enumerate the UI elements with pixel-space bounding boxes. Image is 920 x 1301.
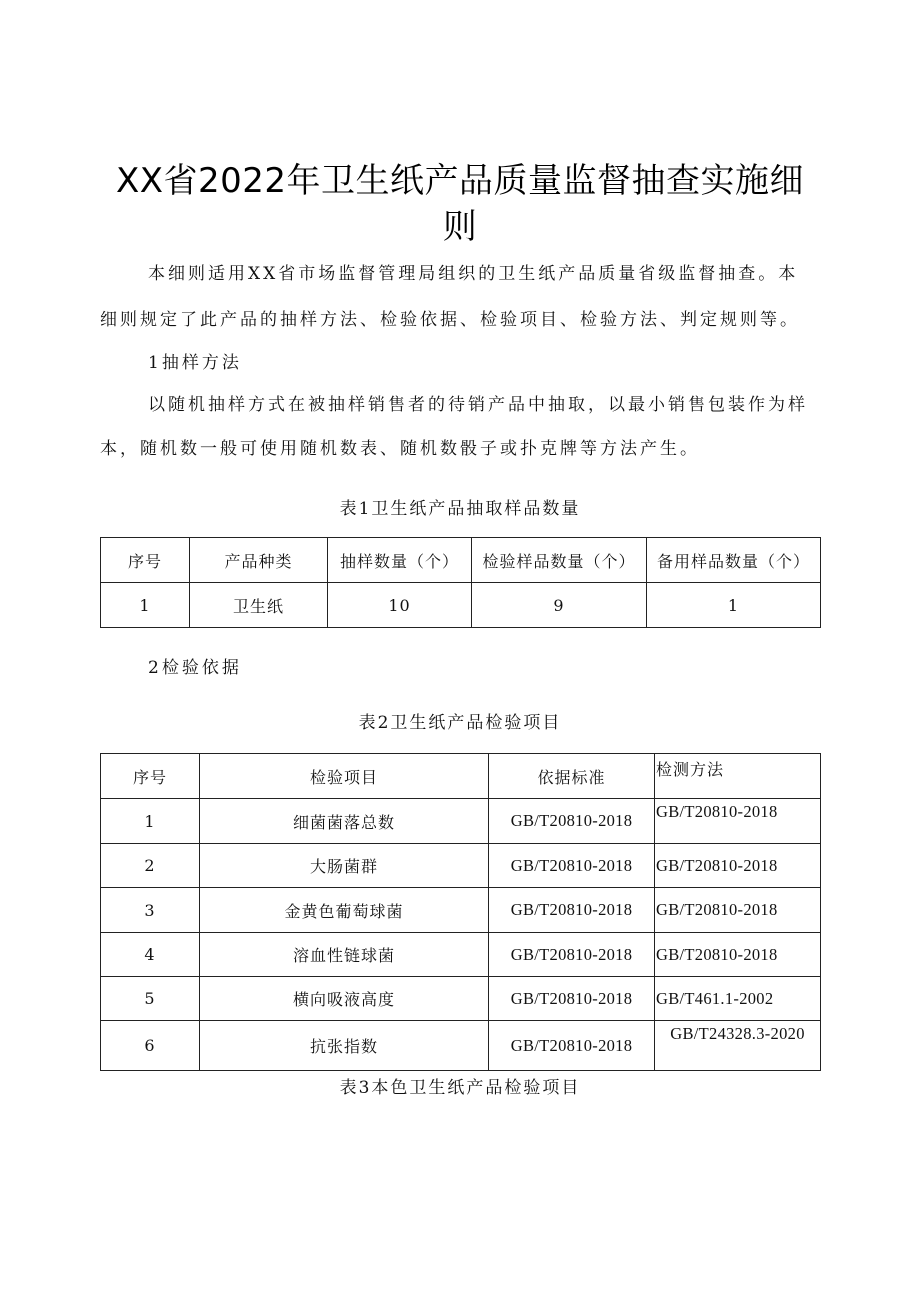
table-cell: 溶血性链球菌 — [200, 933, 489, 977]
table-cell: 横向吸液高度 — [200, 977, 489, 1021]
table-cell: GB/T20810-2018 — [489, 977, 655, 1021]
column-header: 检验项目 — [200, 754, 489, 799]
table-cell: 3 — [101, 888, 200, 933]
table-cell: GB/T20810-2018 — [655, 888, 821, 933]
table-cell: GB/T20810-2018 — [655, 799, 821, 844]
column-header: 备用样品数量（个） — [647, 538, 821, 583]
column-header: 检测方法 — [655, 754, 821, 799]
table-cell: GB/T20810-2018 — [489, 799, 655, 844]
table-cell: GB/T461.1-2002 — [655, 977, 821, 1021]
table-row — [101, 583, 821, 628]
table-1-caption: 表1卫生纸产品抽取样品数量 — [339, 499, 581, 519]
table-row — [101, 844, 821, 888]
table-cell: 金黄色葡萄球菌 — [200, 888, 489, 933]
column-header: 序号 — [101, 754, 200, 799]
column-header: 依据标准 — [489, 754, 655, 799]
table-row — [101, 977, 821, 1021]
section-1-paragraph-line-2: 本，随机数一般可使用随机数表、随机数骰子或扑克牌等方法产生。 — [100, 439, 700, 459]
table-cell: 1 — [101, 799, 200, 844]
table-cell: GB/T20810-2018 — [489, 933, 655, 977]
table-cell: 1 — [647, 583, 821, 628]
table-cell: 2 — [101, 844, 200, 888]
table-cell: GB/T20810-2018 — [489, 844, 655, 888]
table-row — [101, 888, 821, 933]
table-cell: GB/T20810-2018 — [655, 844, 821, 888]
table-cell: GB/T20810-2018 — [655, 933, 821, 977]
table-cell: 6 — [101, 1021, 200, 1071]
table-cell: 1 — [101, 583, 190, 628]
table-header-row — [101, 754, 821, 799]
table-cell: GB/T24328.3-2020 — [655, 1021, 821, 1071]
table-cell: 大肠菌群 — [200, 844, 489, 888]
table-2-caption: 表2卫生纸产品检验项目 — [358, 713, 562, 733]
table-row — [101, 933, 821, 977]
table-cell: 10 — [328, 583, 472, 628]
section-1-heading: 1抽样方法 — [148, 353, 242, 373]
column-header: 检验样品数量（个） — [472, 538, 647, 583]
table-cell: GB/T20810-2018 — [489, 1021, 655, 1071]
column-header: 抽样数量（个） — [328, 538, 472, 583]
table-cell: 抗张指数 — [200, 1021, 489, 1071]
table-row — [101, 799, 821, 844]
table-header-row — [101, 538, 821, 583]
document-title-line-2: 则 — [442, 207, 478, 247]
inspection-items-table — [100, 753, 821, 1071]
sample-quantity-table — [100, 537, 821, 628]
table-cell: 9 — [472, 583, 647, 628]
intro-paragraph-line-2: 细则规定了此产品的抽样方法、检验依据、检验项目、检验方法、判定规则等。 — [100, 310, 800, 330]
table-3-caption: 表3本色卫生纸产品检验项目 — [339, 1078, 581, 1098]
section-1-paragraph-line-1: 以随机抽样方式在被抽样销售者的待销产品中抽取，以最小销售包装作为样 — [148, 395, 808, 415]
table-cell: 细菌菌落总数 — [200, 799, 489, 844]
section-2-heading: 2检验依据 — [148, 658, 242, 678]
table-cell: 4 — [101, 933, 200, 977]
table-row — [101, 1021, 821, 1071]
intro-paragraph-line-1: 本细则适用XX省市场监督管理局组织的卫生纸产品质量省级监督抽查。本 — [148, 264, 799, 284]
column-header: 产品种类 — [190, 538, 328, 583]
table-cell: 卫生纸 — [190, 583, 328, 628]
document-title-line-1: XX省2022年卫生纸产品质量监督抽查实施细 — [115, 161, 805, 201]
table-cell: 5 — [101, 977, 200, 1021]
table-cell: GB/T20810-2018 — [489, 888, 655, 933]
column-header: 序号 — [101, 538, 190, 583]
